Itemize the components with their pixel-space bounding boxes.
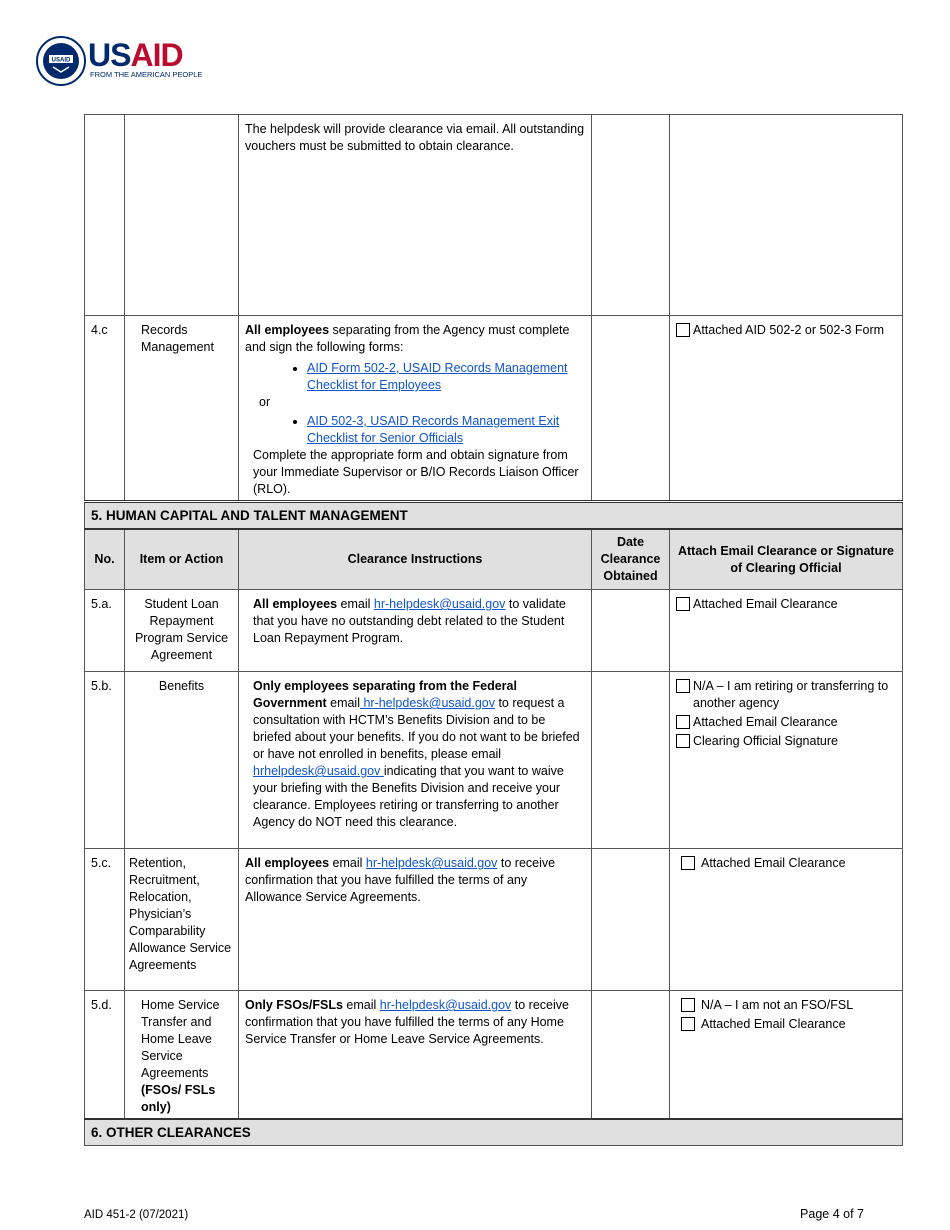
row-date (592, 115, 670, 316)
section-6-title-row (85, 1119, 903, 1146)
row-instructions: All employees email hr-helpdesk@usaid.gov to validate that you have no outstanding debt related to the Student Loan Repayment Program. (239, 590, 592, 672)
hrhelpdesk-email-link[interactable]: hrhelpdesk@usaid.gov (253, 764, 384, 778)
header-instructions: Clearance Instructions (239, 529, 592, 590)
row-no: 5.a. (85, 590, 125, 672)
header-item: Item or Action (125, 529, 239, 590)
table-header-row (85, 529, 903, 590)
section-title: 6. OTHER CLEARANCES (85, 1119, 903, 1146)
clearance-table (84, 114, 903, 1146)
row-no (85, 115, 125, 316)
checkbox[interactable] (676, 323, 690, 337)
checkbox-signature[interactable] (676, 734, 690, 748)
row-no: 4.c (85, 316, 125, 502)
hr-helpdesk-email-link[interactable]: hr-helpdesk@usaid.gov (373, 597, 506, 611)
usaid-seal-icon (36, 36, 86, 86)
row-instructions: All employees email hr-helpdesk@usaid.gov to receive confirmation that you have fulfilled the terms of any Allowance Service Agreements. (239, 849, 592, 991)
aid-502-3-link[interactable]: AID 502-3, USAID Records Management Exit Checklist for Senior Officials (307, 414, 560, 445)
table-row-5d (85, 991, 903, 1120)
row-attach: Attached AID 502-2 or 502-3 Form (670, 316, 903, 502)
row-attach (670, 115, 903, 316)
form-id: AID 451-2 (07/2021) (84, 1209, 189, 1221)
row-attach: Attached Email Clearance (670, 590, 903, 672)
row-item: Records Management (125, 316, 239, 502)
row-no: 5.b. (85, 672, 125, 849)
logo-wordmark: USAID (88, 37, 183, 73)
checkbox[interactable] (676, 597, 690, 611)
usaid-logo (36, 36, 206, 88)
row-item: Benefits (125, 672, 239, 849)
logo-tagline: FROM THE AMERICAN PEOPLE (90, 70, 203, 79)
checkbox-na[interactable] (681, 998, 695, 1012)
header-date: Date Clearance Obtained (592, 529, 670, 590)
page-number: Page 4 of 7 (800, 1207, 864, 1221)
row-item: Home Service Transfer and Home Leave Service Agreements (FSOs/ FSLs only) (125, 991, 239, 1120)
hr-helpdesk-email-link[interactable]: hr-helpdesk@usaid.gov (365, 856, 498, 870)
row-item: Student Loan Repayment Program Service Agreement (125, 590, 239, 672)
table-row (85, 115, 903, 316)
row-instructions: Only FSOs/FSLs email hr-helpdesk@usaid.gov to receive confirmation that you have fulfilled the terms of any Home Service Transfer or Home Leave Service Agreements. (239, 991, 592, 1120)
table-row-4c (85, 316, 903, 502)
checkbox-email[interactable] (681, 1017, 695, 1031)
seal-text: USAID (51, 57, 71, 64)
row-date (592, 590, 670, 672)
row-item: Retention, Recruitment, Relocation, Physician’s Comparability Allowance Service Agreements (125, 849, 239, 991)
row-instructions: Only employees separating from the Federal Government email hr-helpdesk@usaid.gov to request a consultation with HCTM’s Benefits Division and to be briefed about your benefits. If you do not want to be briefed or have not enrolled in benefits, please email hrhelpdesk@usaid.gov indicating that you want to waive your briefing with the Benefits Division and receive your clearance. Employees retiring or transferring to another Agency do NOT need this clearance. (239, 672, 592, 849)
header-no: No. (85, 529, 125, 590)
header-attach: Attach Email Clearance or Signature of Clearing Official (670, 529, 903, 590)
table-row-5c (85, 849, 903, 991)
checkbox[interactable] (681, 856, 695, 870)
aid-502-2-link[interactable]: AID Form 502-2, USAID Records Management Checklist for Employees (307, 361, 568, 392)
row-attach: N/A – I am retiring or transferring to another agency Attached Email Clearance Clearing Official Signature (670, 672, 903, 849)
section-5-title-row (85, 502, 903, 530)
hr-helpdesk-email-link[interactable]: hr-helpdesk@usaid.gov (359, 696, 495, 710)
row-attach: Attached Email Clearance (670, 849, 903, 991)
row-no: 5.d. (85, 991, 125, 1120)
checkbox-na[interactable] (676, 679, 690, 693)
row-date (592, 849, 670, 991)
row-instructions: All employees separating from the Agency must complete and sign the following forms: • AID Form 502-2, USAID Records Management Checklist for Employees or • AID 502-3, USAID Records Management Exit Checklist for Senior Officials Complete the appropriate form and obtain signature from your Immediate Supervisor or B/IO Records Liaison Officer (RLO). (239, 316, 592, 502)
row-attach: N/A – I am not an FSO/FSL Attached Email Clearance (670, 991, 903, 1120)
row-no: 5.c. (85, 849, 125, 991)
row-date (592, 672, 670, 849)
row-instructions: The helpdesk will provide clearance via email. All outstanding vouchers must be submitted to obtain clearance. (239, 115, 592, 316)
checkbox-email[interactable] (676, 715, 690, 729)
section-title: 5. HUMAN CAPITAL AND TALENT MANAGEMENT (85, 502, 903, 530)
row-item (125, 115, 239, 316)
row-date (592, 991, 670, 1120)
hr-helpdesk-email-link[interactable]: hr-helpdesk@usaid.gov (379, 998, 512, 1012)
table-row-5a (85, 590, 903, 672)
table-row-5b (85, 672, 903, 849)
row-date (592, 316, 670, 502)
